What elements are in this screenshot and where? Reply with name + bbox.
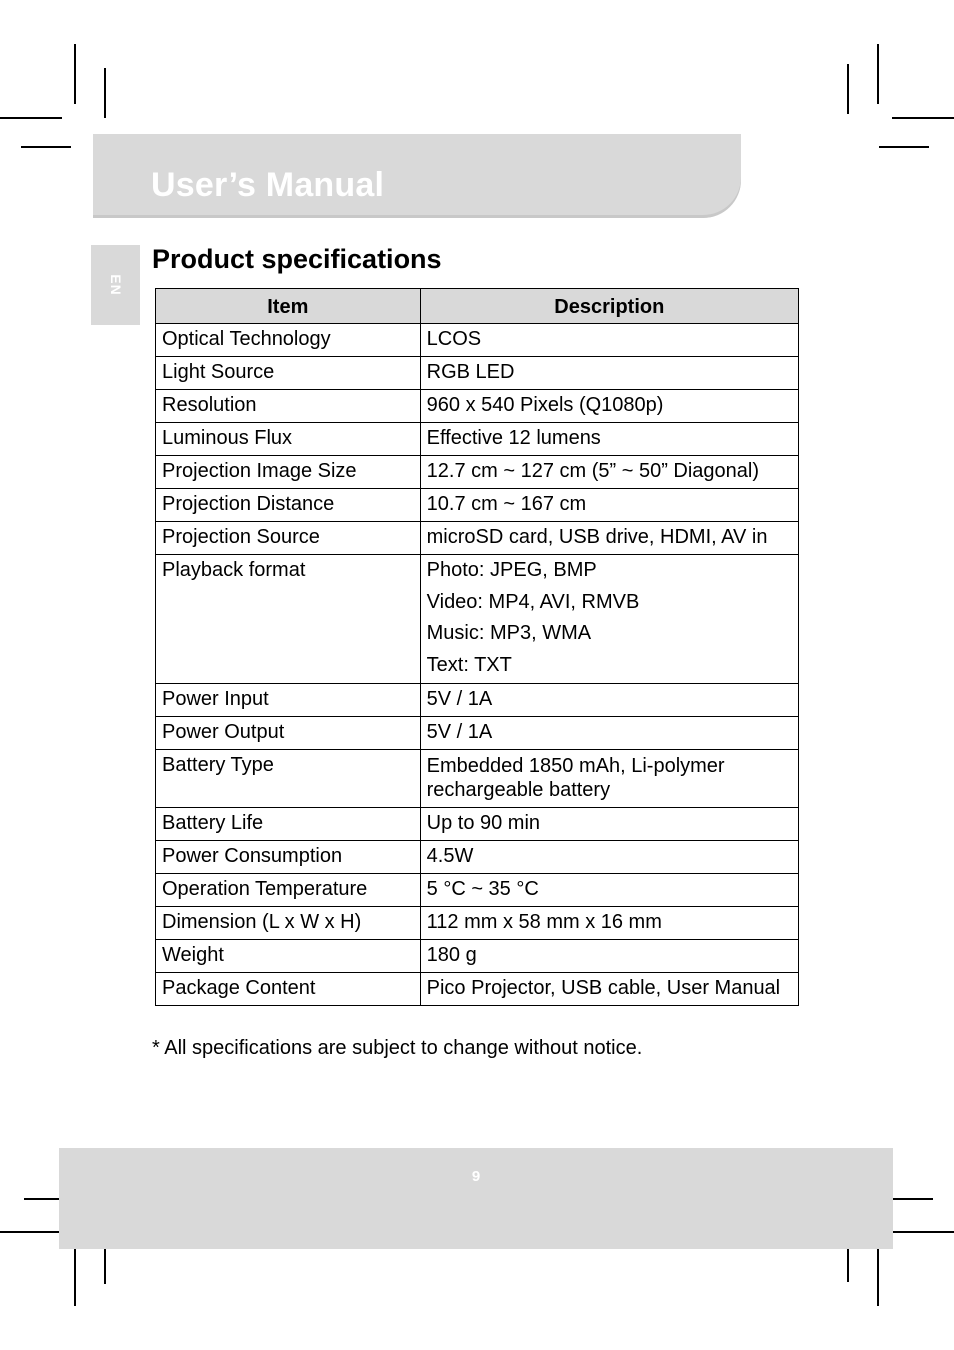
crop-mark [879,146,929,148]
spec-item: Projection Source [156,522,421,555]
spec-description-line: 5 °C ~ 35 °C [426,877,539,900]
table-row [156,807,799,840]
spec-item: Battery Life [156,807,421,840]
column-header-item: Item [156,289,421,324]
table-row [156,749,799,807]
crop-mark [892,1231,954,1233]
spec-item: Luminous Flux [156,423,421,456]
table-row [156,840,799,873]
footer-band [59,1148,893,1249]
spec-description [420,840,798,873]
spec-description-line: Up to 90 min [426,811,541,834]
crop-mark [74,1246,76,1306]
spec-description [420,807,798,840]
page-number: 9 [471,1168,481,1185]
spec-item: Playback format [156,555,421,684]
header-band [93,134,741,218]
table-row [156,555,799,684]
table-row [156,683,799,716]
spec-description-line: Video: MP4, AVI, RMVB [426,590,640,613]
spec-description-line: 180 g [426,943,477,966]
spec-description [420,324,798,357]
spec-description [420,357,798,390]
spec-description-line: 5V / 1A [426,687,493,710]
spec-description [420,972,798,1005]
spec-description [420,939,798,972]
specifications-table [155,288,799,1006]
crop-mark [877,1246,879,1306]
crop-mark [892,117,954,119]
spec-description [420,489,798,522]
spec-description-line: microSD card, USB drive, HDMI, AV in [426,526,768,548]
spec-item: Projection Image Size [156,456,421,489]
table-row [156,423,799,456]
spec-item: Operation Temperature [156,873,421,906]
spec-description-line: 960 x 540 Pixels (Q1080p) [426,394,664,416]
spec-item: Dimension (L x W x H) [156,906,421,939]
spec-description-line: 112 mm x 58 mm x 16 mm [426,910,662,933]
table-row [156,456,799,489]
table-row [156,972,799,1005]
table-row [156,324,799,357]
spec-description-line: 5V / 1A [426,720,493,743]
crop-mark [21,146,71,148]
spec-item: Power Consumption [156,840,421,873]
spec-description-line: Pico Projector, USB cable, User Manual [426,976,781,999]
column-header-description: Description [420,289,798,324]
spec-description-line: RGB LED [426,361,515,383]
crop-mark [104,68,106,118]
table-row [156,716,799,749]
crop-mark [847,64,849,114]
table-row [156,489,799,522]
spec-description-line: LCOS [426,328,482,350]
manual-title: User’s Manual [151,166,385,204]
crop-mark [0,1231,62,1233]
spec-description [420,716,798,749]
spec-description [420,873,798,906]
footnote: * All specifications are subject to change without notice. [152,1037,643,1059]
spec-item: Power Input [156,683,421,716]
spec-description-line: Text: TXT [426,653,512,676]
spec-description-line: 10.7 cm ~ 167 cm [426,493,587,515]
table-row [156,939,799,972]
spec-item: Projection Distance [156,489,421,522]
spec-description [420,749,798,807]
spec-description [420,522,798,555]
language-label: EN [107,274,124,296]
spec-description [420,555,798,684]
spec-description [420,906,798,939]
table-row [156,357,799,390]
spec-description-line: 12.7 cm ~ 127 cm (5” ~ 50” Diagonal) [426,460,760,482]
table-row [156,873,799,906]
spec-description [420,390,798,423]
table-body [156,324,799,1006]
spec-description-line: 4.5W [426,844,474,867]
crop-mark [0,117,62,119]
spec-item: Optical Technology [156,324,421,357]
section-title: Product specifications [152,244,442,274]
spec-description-line: Music: MP3, WMA [426,622,592,644]
crop-mark [877,44,879,104]
table-header-row [156,289,799,324]
spec-item: Package Content [156,972,421,1005]
spec-item: Resolution [156,390,421,423]
crop-mark [74,44,76,104]
spec-item: Battery Type [156,749,421,807]
spec-item: Weight [156,939,421,972]
spec-description [420,683,798,716]
spec-description [420,456,798,489]
spec-item: Light Source [156,357,421,390]
spec-description-line: Photo: JPEG, BMP [426,559,597,581]
language-tab [91,245,140,325]
table-row [156,390,799,423]
spec-item: Power Output [156,716,421,749]
spec-description [420,423,798,456]
table-row [156,522,799,555]
table-row [156,906,799,939]
spec-description-line: Embedded 1850 mAh, Li-polymer rechargeable battery [426,754,725,801]
spec-description-line: Effective 12 lumens [426,427,601,449]
